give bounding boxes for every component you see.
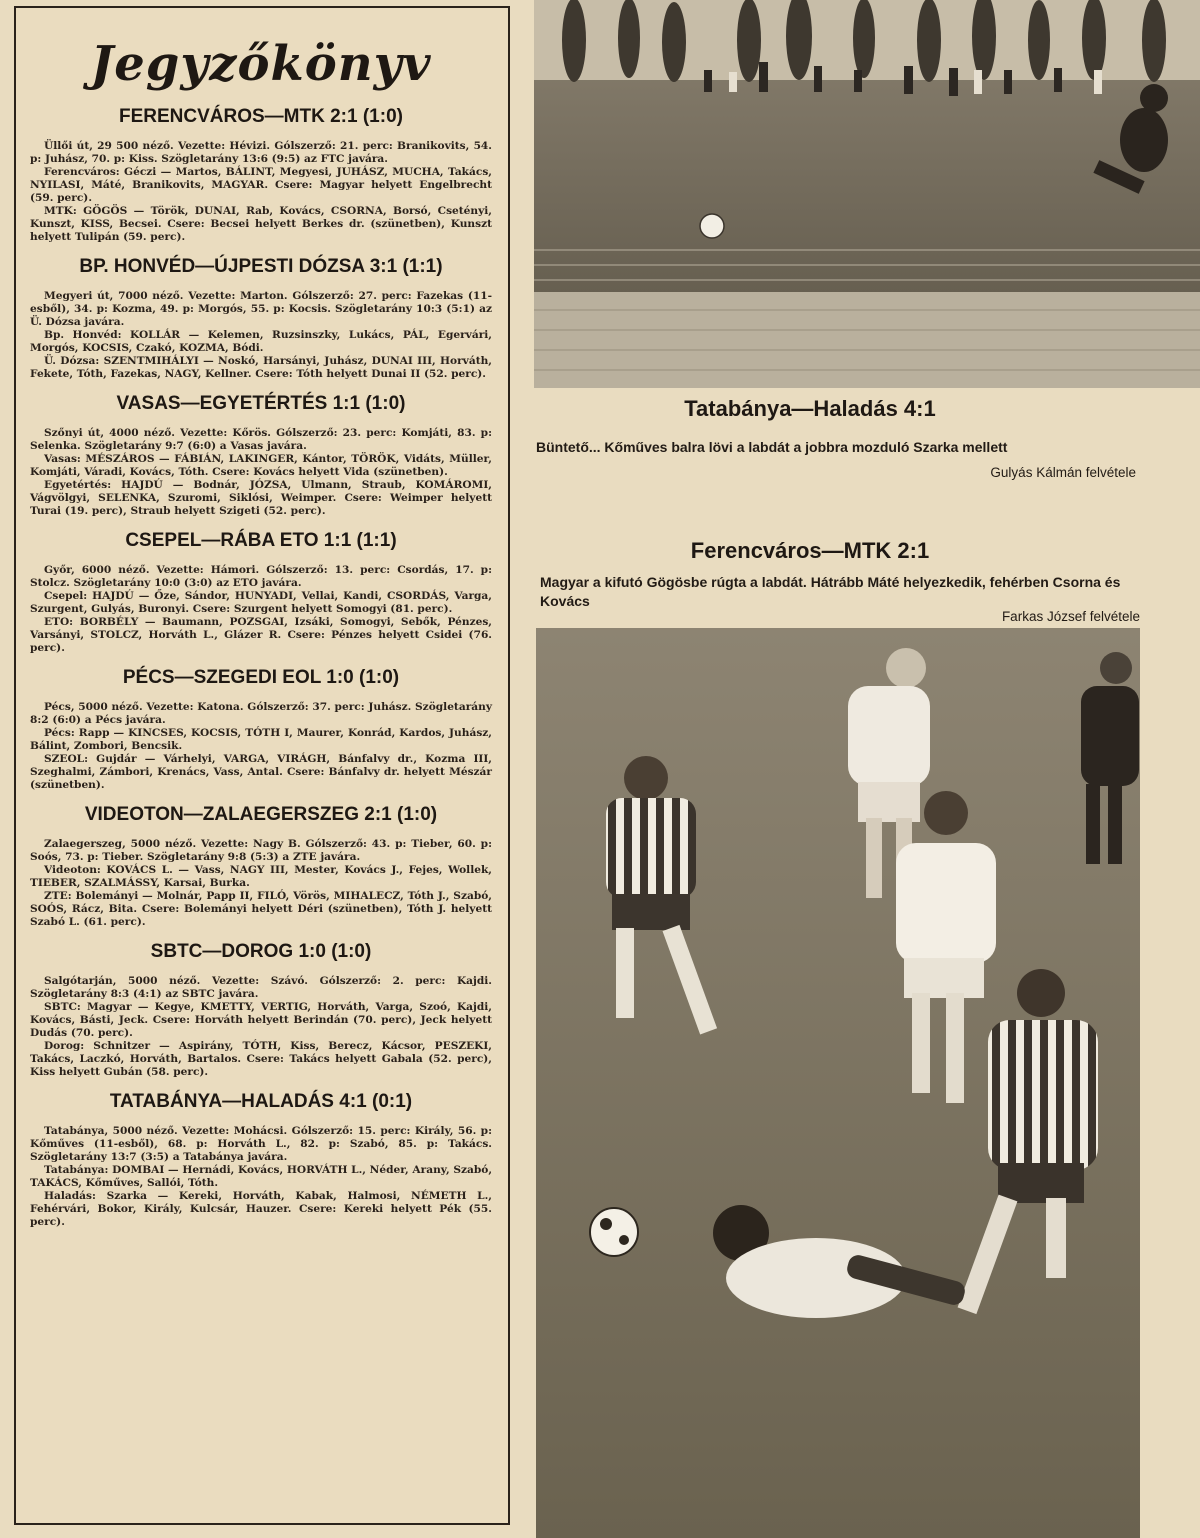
penalty-photo-illustration — [534, 0, 1200, 388]
match-report — [30, 530, 492, 655]
photo-caption-title: Tatabánya—Haladás 4:1 — [684, 396, 936, 421]
team-lineup: Dorog: Schnitzer — Aspirány, TÓTH, Kiss, Berecz, Kácsor, PESZEKI, Takács, Laczkó, Horváth, Bartalos. Csere: Takács helyett Gabala (52. perc), Kiss helyett Gubán (58. perc). — [30, 1040, 492, 1078]
match-report — [30, 667, 492, 792]
team-lineup: ZTE: Bolemányi — Molnár, Papp II, FILÓ, Vörös, MIHALECZ, Tóth J., Szabó, SOÓS, Rácz, Bita. Csere: Bolemányi helyett Déri (szünetben), Tóth J. helyett Szabó L. (61. perc). — [30, 890, 492, 928]
team-lineup: Vasas: MÉSZÁROS — FÁBIÁN, LAKINGER, Kántor, TÖRÖK, Vidáts, Müller, Komjáti, Váradi, Kovács, Tóth. Csere: Kovács helyett Vida (szünetben). — [30, 453, 492, 478]
team-lineup: Ferencváros: Géczi — Martos, BÁLINT, Megyesi, JUHÁSZ, MUCHA, Takács, NYILASI, Máté, Branikovits, MAGYAR. Csere: Magyar helyett Engelbrecht (59. perc). — [30, 166, 492, 204]
match-title: TATABÁNYA—HALADÁS 4:1 (0:1) — [109, 1091, 413, 1112]
team-lineup: ETO: BORBÉLY — Baumann, POZSGAI, Izsáki, Somogyi, Sebők, Pénzes, Varsányi, STOLCZ, Horváth L., Glázer R. Csere: Pénzes helyett Csidei (76. perc). — [30, 616, 492, 654]
match-title: SBTC—DOROG 1:0 (1:0) — [150, 941, 372, 962]
match-report — [30, 941, 492, 1079]
match-title: PÉCS—SZEGEDI EOL 1:0 (1:0) — [122, 667, 400, 688]
match-report — [30, 804, 492, 929]
match-title: VASAS—EGYETÉRTÉS 1:1 (1:0) — [116, 393, 406, 414]
photo-credit: Farkas József felvétele — [1001, 609, 1140, 624]
team-lineup: Bp. Honvéd: KOLLÁR — Kelemen, Ruzsinszky, Lukács, PÁL, Egervári, Morgós, KOCSIS, Czakó, KOZMA, Bódi. — [30, 329, 492, 354]
match-action-illustration — [536, 628, 1140, 1538]
photo-caption-text: Büntető... Kőműves balra lövi a labdát a jobbra mozduló Szarka mellett — [536, 439, 1008, 455]
team-lineup: Csepel: HAJDÚ — Őze, Sándor, HUNYADI, Vellai, Kandi, CSORDÁS, Varga, Szurgent, Gulyás, Buronyi. Csere: Szurgent helyett Somogyi (81. perc). — [30, 590, 492, 615]
match-info: Salgótarján, 5000 néző. Vezette: Szávó. Gólszerző: 2. perc: Kajdi. Szögletarány 8:3 (4:1) az SBTC javára. — [30, 975, 492, 1000]
match-info: Zalaegerszeg, 5000 néző. Vezette: Nagy B. Gólszerző: 43. p: Tieber, 60. p: Soós, 73. p: Tieber. Szögletarány 9:8 (5:3) a ZTE javára. — [30, 838, 492, 863]
penalty-photo — [534, 0, 1200, 388]
team-lineup: Ü. Dózsa: SZENTMIHÁLYI — Noskó, Harsányi, Juhász, DUNAI III, Horváth, Fekete, Tóth, Fazekas, NAGY, Kellner. Csere: Tóth helyett Dunai II (52. perc). — [30, 355, 492, 380]
match-title: CSEPEL—RÁBA ETO 1:1 (1:1) — [125, 530, 397, 551]
photo-caption-text: Magyar a kifutó Gögösbe rúgta a labdát. Hátrább Máté helyezkedik, fehérben Csorna és Kovács — [540, 574, 1121, 609]
team-lineup: Videoton: KOVÁCS L. — Vass, NAGY III, Mester, Kovács J., Fejes, Wollek, TIEBER, SZALMÁSSY, Karsai, Burka. — [30, 864, 492, 889]
team-lineup: SBTC: Magyar — Kegye, KMETTY, VERTIG, Horváth, Varga, Szoó, Kajdi, Kovács, Básti, Jeck. Csere: Horváth helyett Berindán (70. perc), Jeck helyett Dudás (70. perc). — [30, 1001, 492, 1039]
match-report — [30, 393, 492, 518]
match-title: BP. HONVÉD—ÚJPESTI DÓZSA 3:1 (1:1) — [79, 256, 443, 277]
match-title: FERENCVÁROS—MTK 2:1 (1:0) — [119, 106, 403, 127]
match-info: Szőnyi út, 4000 néző. Vezette: Kőrös. Gólszerző: 23. perc: Komjáti, 83. p: Selenka. Szögletarány 9:7 (6:0) a Vasas javára. — [30, 427, 492, 452]
photo-caption-title: Ferencváros—MTK 2:1 — [690, 538, 930, 563]
match-title: VIDEOTON—ZALAEGERSZEG 2:1 (1:0) — [84, 804, 438, 825]
match-info: Pécs, 5000 néző. Vezette: Katona. Gólszerző: 37. perc: Juhász. Szögletarány 8:2 (6:0) a Pécs javára. — [30, 701, 492, 726]
match-info: Üllői út, 29 500 néző. Vezette: Hévizi. Gólszerző: 21. perc: Branikovits, 54. p: Juhász, 70. p: Kiss. Szögletarány 13:6 (9:5) az FTC javára. — [30, 140, 492, 165]
match-info: Tatabánya, 5000 néző. Vezette: Mohácsi. Gólszerző: 15. perc: Király, 56. p: Kőműves (11-esből), 68. p: Horváth L., 82. p: Szabó, 85. p: Takács. Szögletarány 13:7 (3:5) a Tatabánya javára. — [30, 1125, 492, 1163]
match-action-photo — [536, 628, 1140, 1538]
match-report — [30, 106, 492, 244]
match-report — [30, 1091, 492, 1229]
team-lineup: Tatabánya: DOMBAI — Hernádi, Kovács, HORVÁTH L., Néder, Arany, Szabó, TAKÁCS, Kőműves, Sallói, Tóth. — [30, 1164, 493, 1189]
match-report-box — [14, 6, 510, 1525]
team-lineup: Egyetértés: HAJDÚ — Bodnár, JÓZSA, Ulmann, Straub, KOMÁROMI, Vágvölgyi, SELENKA, Szuromi, Siklósi, Weimper. Csere: Weimper helyett Turai (19. perc), Straub helyett Szigeti (52. perc). — [30, 479, 492, 517]
team-lineup: Haladás: Szarka — Kereki, Horváth, Kabak, Halmosi, NÉMETH L., Fehérvári, Bokor, Király, Kulcsár, Hauzer. Csere: Kereki helyett Pék (55. perc). — [30, 1190, 492, 1228]
team-lineup: MTK: GÖGÖS — Török, DUNAI, Rab, Kovács, CSORNA, Borsó, Csetényi, Kunszt, KISS, Becsei. Csere: Becsei helyett Berkes dr. (szünetben), Kunszt helyett Tulipán (59. perc). — [30, 205, 492, 243]
photo-credit: Gulyás Kálmán felvétele — [990, 465, 1136, 480]
team-lineup: Pécs: Rapp — KINCSES, KOCSIS, TÓTH I, Maurer, Konrád, Kardos, Juhász, Bálint, Zombori, Bencsik. — [30, 727, 492, 752]
match-info: Megyeri út, 7000 néző. Vezette: Marton. Gólszerző: 27. perc: Fazekas (11-esből), 34. p: Kozma, 49. p: Morgós, 55. p: Kocsis. Szögletarány 10:3 (5:1) az Ü. Dózsa javára. — [30, 290, 492, 328]
masthead-title: Jegyzőkönyv — [90, 36, 432, 92]
match-report — [30, 256, 492, 381]
team-lineup: SZEOL: Gujdár — Várhelyi, VARGA, VIRÁGH, Bánfalvy dr., Kozma III, Szeghalmi, Zámbori, Krenács, Vass, Antal. Csere: Bánfalvy dr. helyett Mészár (szünetben). — [30, 753, 492, 791]
match-info: Győr, 6000 néző. Vezette: Hámori. Gólszerző: 13. perc: Csordás, 17. p: Stolcz. Szögletarány 10:0 (3:0) az ETO javára. — [30, 564, 492, 589]
